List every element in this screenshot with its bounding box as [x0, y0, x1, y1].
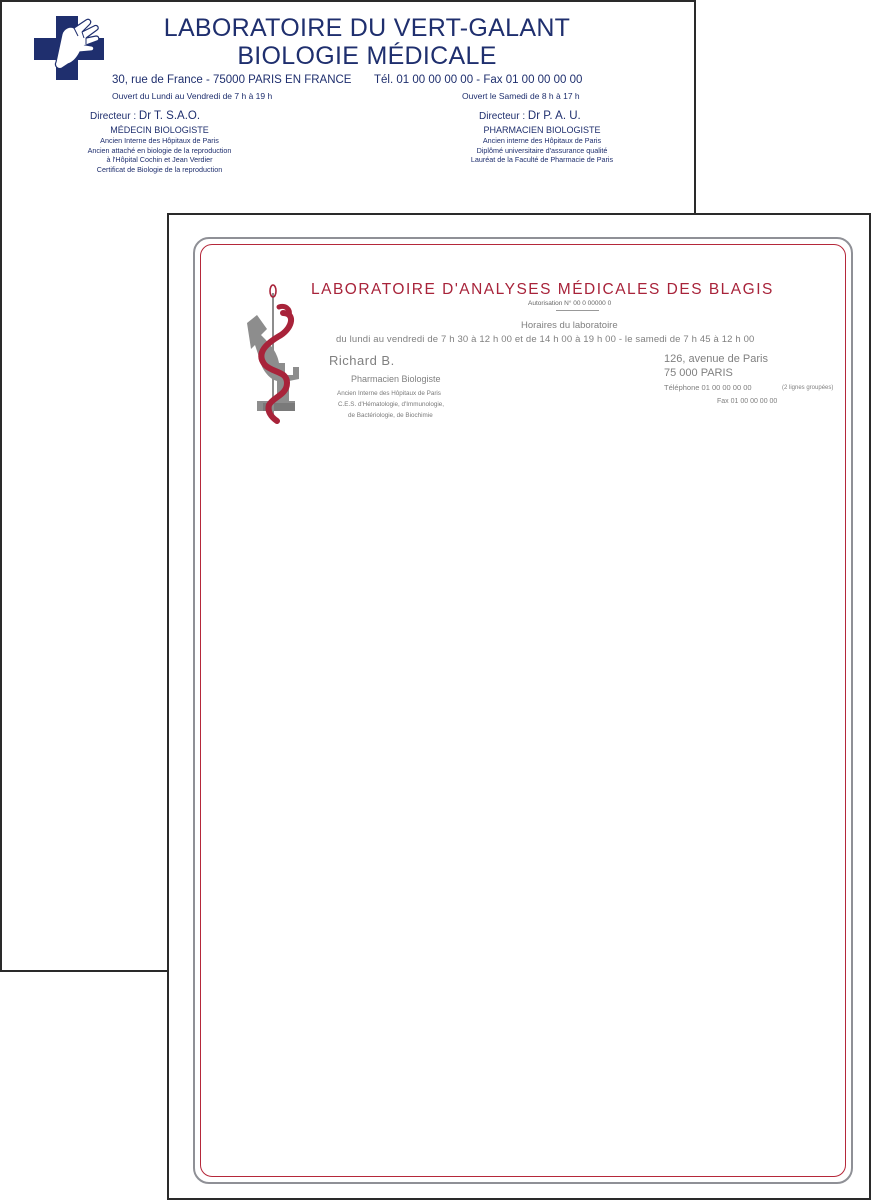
hand-on-medical-cross-icon — [34, 16, 104, 80]
lab-phone-fax: Tél. 01 00 00 00 00 - Fax 01 00 00 00 00 — [374, 74, 583, 86]
credential-line: Ancien Interne des Hôpitaux de Paris — [337, 390, 441, 397]
left-credential: Certificat de Biologie de la reproduction — [96, 164, 223, 174]
right-director-prefix: Directeur : — [479, 111, 526, 122]
right-director-title: PHARMACIEN BIOLOGISTE — [483, 125, 601, 135]
right-credential: Ancien interne des Hôpitaux de Paris — [482, 136, 602, 145]
right-director-line — [479, 110, 581, 122]
authorisation-number: Autorisation N° 00 0 00000 0 — [528, 300, 612, 307]
fax: Fax 01 00 00 00 00 — [717, 398, 778, 405]
hours-saturday: Ouvert le Samedi de 8 h à 17 h — [462, 91, 580, 101]
caduceus-microscope-icon — [243, 283, 303, 428]
left-director-title: MÉDECIN BIOLOGISTE — [110, 125, 209, 135]
hours-title: Horaires du laboratoire — [521, 320, 618, 331]
hours-text: du lundi au vendredi de 7 h 30 à 12 h 00 et de 14 h 00 à 19 h 00 - le samedi de 7 h 45 à 12 h 00 — [336, 334, 755, 345]
left-director-name: Dr T. S.A.O. — [138, 110, 201, 122]
lab-address: 30, rue de France - 75000 PARIS EN FRANCE — [112, 74, 352, 86]
divider — [556, 310, 599, 311]
left-credential: Ancien Interne des Hôpitaux de Paris — [100, 136, 219, 145]
letterhead-blagis — [167, 213, 871, 1200]
credential-line: de Bactériologie, de Biochimie — [348, 412, 433, 419]
hours-weekdays: Ouvert du Lundi au Vendredi de 7 h à 19 h — [112, 91, 273, 101]
right-director-block — [442, 125, 642, 165]
left-credential: Ancien attaché en biologie de la reproduction — [87, 145, 232, 155]
left-director-line — [90, 110, 200, 122]
left-director-prefix: Directeur : — [90, 111, 137, 122]
lab-title: LABORATOIRE D'ANALYSES MÉDICALES DES BLAGIS — [311, 281, 774, 298]
credential-line: C.E.S. d'Hématologie, d'Immunologie, — [338, 401, 445, 408]
inner-frame-border — [200, 244, 846, 1177]
lab-title-line1: LABORATOIRE DU VERT-GALANT — [163, 14, 571, 42]
right-credential: Lauréat de la Faculté de Pharmacie de Paris — [470, 155, 614, 164]
right-director-name: Dr P. A. U. — [527, 110, 581, 122]
right-credential: Diplômé universitaire d'assurance qualité — [476, 145, 608, 155]
left-credential: à l'Hôpital Cochin et Jean Verdier — [106, 155, 213, 164]
biologist-name: Richard B. — [329, 353, 395, 368]
telephone: Téléphone 01 00 00 00 00 — [664, 383, 752, 392]
left-director-block — [72, 125, 247, 174]
telephone-note: (2 lignes groupées) — [782, 385, 834, 391]
address-city: 75 000 PARIS — [664, 367, 733, 379]
lab-title-line2: BIOLOGIE MÉDICALE — [237, 42, 497, 70]
biologist-role: Pharmacien Biologiste — [351, 374, 441, 384]
address-street: 126, avenue de Paris — [664, 353, 768, 365]
